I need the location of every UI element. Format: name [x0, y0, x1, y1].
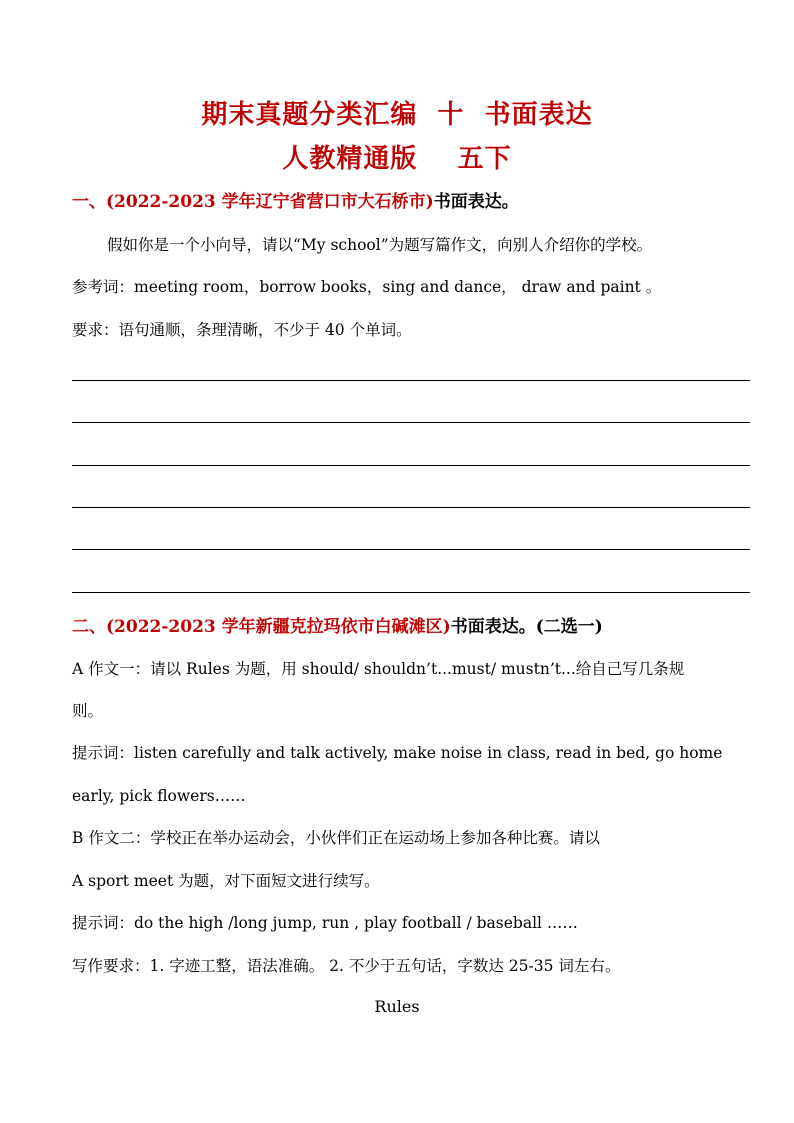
- answer-line[interactable]: [72, 507, 750, 508]
- rules-title: Rules: [374, 997, 420, 1016]
- answer-line[interactable]: [72, 465, 750, 466]
- option-a-line1: A 作文一：请以 Rules 为题，用 should/ shouldn’t...must/ mustn’t...给自己写几条规: [72, 660, 685, 678]
- section1-heading: [72, 191, 519, 213]
- section1-source: 一、(2022-2023 学年辽宁省营口市大石桥市): [72, 192, 434, 212]
- section1-requirement: 要求：语句通顺，条理清晰，不少于 40 个单词。: [72, 321, 412, 339]
- answer-line[interactable]: [72, 380, 750, 381]
- document-title: 期末真题分类汇编 十 书面表达: [201, 100, 593, 130]
- option-b-line1: B 作文二：学校正在举办运动会，小伙伴们正在运动场上参加各种比赛。请以: [72, 829, 600, 847]
- section2-type: 书面表达。(二选一): [450, 617, 603, 637]
- option-b-hint: 提示词：do the high /long jump, run , play football / baseball ……: [72, 914, 578, 932]
- section2-source: 二、(2022-2023 学年新疆克拉玛依市白碱滩区): [72, 617, 451, 637]
- option-a-hint-line1: 提示词：listen carefully and talk actively, make noise in class, read in bed, go home: [72, 744, 723, 762]
- section2-heading: [72, 616, 603, 638]
- section1-prompt: 假如你是一个小向导，请以“My school”为题写篇作文，向别人介绍你的学校。: [107, 236, 653, 254]
- option-a-hint-line2: early, pick flowers……: [72, 787, 246, 805]
- answer-line[interactable]: [72, 592, 750, 593]
- answer-line[interactable]: [72, 549, 750, 550]
- answer-line[interactable]: [72, 422, 750, 423]
- option-a-line2: 则。: [72, 702, 104, 720]
- option-b-line2: A sport meet 为题，对下面短文进行续写。: [72, 872, 380, 890]
- section1-reference-words: 参考词：meeting room，borrow books，sing and dance， draw and paint 。: [72, 278, 662, 296]
- section1-type: 书面表达。: [433, 192, 519, 212]
- document-subtitle: 人教精通版 五下: [282, 144, 512, 174]
- writing-requirements: 写作要求：1. 字迹工整，语法准确。 2. 不少于五句话，字数达 25-35 词左右。: [72, 957, 621, 975]
